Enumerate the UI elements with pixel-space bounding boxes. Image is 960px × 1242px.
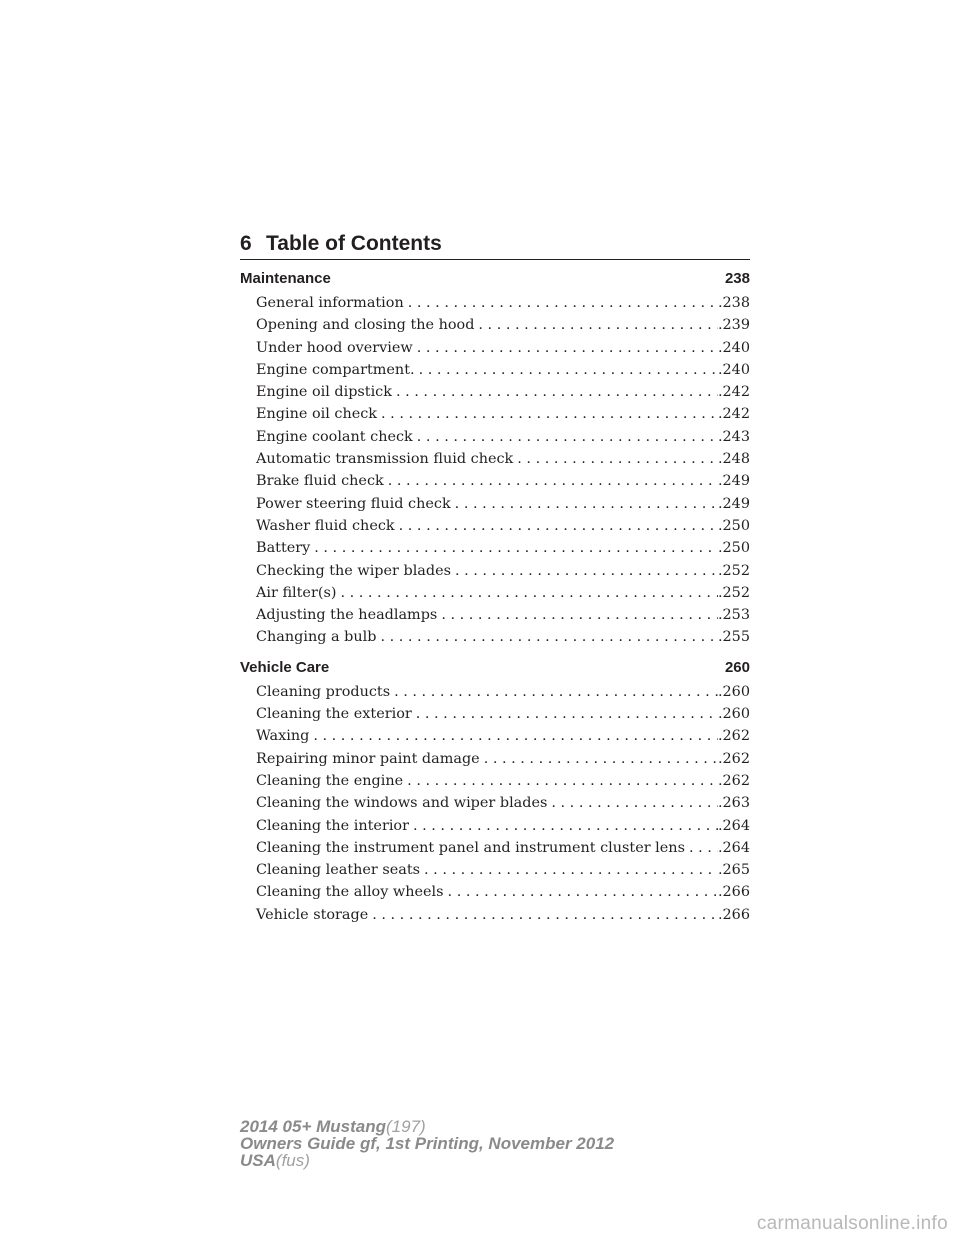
- entry-page: .266: [717, 906, 750, 923]
- entry-label: General information: [256, 295, 404, 311]
- dot-leader: [412, 703, 718, 725]
- entry-label: Cleaning the alloy wheels: [256, 884, 444, 901]
- dot-leader: [413, 337, 718, 359]
- entry-label: Vehicle storage: [256, 906, 369, 923]
- dot-leader: [451, 560, 718, 582]
- toc-entry[interactable]: [240, 770, 750, 792]
- entry-page: .243: [717, 428, 750, 445]
- entry-page: .238: [717, 295, 750, 311]
- footer-line-3: [240, 1152, 614, 1169]
- footer-market: USA: [240, 1151, 276, 1170]
- toc-entry[interactable]: [240, 904, 750, 926]
- dot-leader: [390, 681, 718, 703]
- dot-leader: [409, 815, 718, 837]
- footer-model: 2014 05+ Mustang: [240, 1117, 386, 1136]
- entry-page: .249: [717, 495, 750, 512]
- entry-page: .252: [717, 562, 750, 579]
- table-of-contents: [240, 263, 750, 926]
- entry-label: Opening and closing the hood: [256, 317, 475, 334]
- page-header: [240, 231, 750, 259]
- entry-label: Cleaning the exterior: [256, 706, 412, 723]
- toc-entry[interactable]: [240, 515, 750, 537]
- entry-page: .265: [717, 862, 750, 879]
- footer-line-1: [240, 1118, 614, 1135]
- entry-label: Brake fluid check: [256, 473, 384, 490]
- toc-entry[interactable]: [240, 859, 750, 881]
- entry-page: .262: [717, 750, 750, 767]
- section-title: Vehicle Care: [240, 658, 330, 676]
- entry-label: Cleaning the windows and wiper blades: [256, 795, 548, 812]
- print-footer: [240, 1118, 614, 1169]
- dot-leader: [480, 748, 718, 770]
- toc-entry[interactable]: [240, 681, 750, 703]
- toc-entry[interactable]: [240, 403, 750, 425]
- footer-line-2: [240, 1135, 614, 1152]
- entry-page: .242: [717, 384, 750, 401]
- entry-label: Engine oil check: [256, 406, 378, 423]
- entry-page: .264: [717, 817, 750, 834]
- toc-entry[interactable]: [240, 537, 750, 559]
- entry-label: Engine oil dipstick: [256, 384, 392, 401]
- entry-label: Engine compartment.: [256, 361, 415, 378]
- entry-page: .263: [717, 795, 750, 812]
- dot-leader: [451, 493, 718, 515]
- dot-leader: [413, 426, 718, 448]
- entry-page: .262: [717, 728, 750, 745]
- toc-entry[interactable]: [240, 792, 750, 814]
- entry-label: Automatic transmission fluid check: [256, 451, 514, 468]
- dot-leader: [420, 859, 718, 881]
- dot-leader: [395, 515, 718, 537]
- entry-label: Battery: [256, 540, 311, 557]
- dot-leader: [437, 604, 718, 626]
- toc-entry[interactable]: [240, 337, 750, 359]
- entry-label: Repairing minor paint damage: [256, 750, 480, 767]
- entry-page: .240: [717, 361, 750, 378]
- section-page: 238: [724, 270, 750, 287]
- entry-page: .264: [717, 839, 750, 856]
- dot-leader: [368, 904, 718, 926]
- toc-entry[interactable]: [240, 837, 750, 859]
- entry-page: .249: [717, 473, 750, 490]
- footer-printing: Owners Guide gf, 1st Printing, November 2012: [240, 1134, 615, 1153]
- footer-market-code: (fus): [275, 1151, 310, 1170]
- entry-label: Cleaning the interior: [256, 817, 409, 834]
- dot-leader: [404, 292, 718, 314]
- dot-leader: [336, 582, 718, 604]
- entry-page: .250: [717, 517, 750, 534]
- section-entries-maintenance: [240, 292, 750, 649]
- dot-leader: [392, 381, 718, 403]
- toc-entry[interactable]: [240, 748, 750, 770]
- entry-page: .266: [717, 884, 750, 901]
- section-heading-maintenance[interactable]: [240, 268, 750, 290]
- section-title: Maintenance: [240, 270, 331, 287]
- toc-entry[interactable]: [240, 703, 750, 725]
- toc-entry[interactable]: [240, 725, 750, 747]
- toc-entry[interactable]: [240, 381, 750, 403]
- dot-leader: [685, 837, 718, 859]
- toc-entry[interactable]: [240, 815, 750, 837]
- dot-leader: [547, 792, 718, 814]
- entry-page: .250: [717, 540, 750, 557]
- dot-leader: [403, 770, 718, 792]
- toc-entry[interactable]: [240, 582, 750, 604]
- entry-page: .240: [717, 339, 750, 356]
- entry-page: .260: [717, 683, 750, 700]
- toc-entry[interactable]: [240, 359, 750, 381]
- dot-leader: [377, 403, 718, 425]
- entry-label: Cleaning the engine: [256, 772, 404, 789]
- toc-entry[interactable]: [240, 560, 750, 582]
- entry-page: .252: [717, 584, 750, 601]
- section-entries-vehicle-care: [240, 681, 750, 926]
- footer-page-code: (197): [386, 1117, 426, 1136]
- entry-page: .262: [717, 772, 750, 789]
- dot-leader: [474, 314, 718, 336]
- entry-page: .253: [717, 607, 750, 624]
- toc-entry[interactable]: [240, 292, 750, 314]
- entry-label: Cleaning leather seats: [256, 862, 421, 879]
- entry-label: Engine coolant check: [256, 428, 413, 445]
- entry-page: .248: [717, 451, 750, 468]
- dot-leader: [309, 725, 718, 747]
- toc-entry[interactable]: [240, 426, 750, 448]
- watermark-text: carmanualsonline.info: [756, 1213, 948, 1234]
- entry-page: .260: [717, 706, 750, 723]
- dot-leader: [513, 448, 718, 470]
- toc-entry[interactable]: [240, 314, 750, 336]
- page-title: Table of Contents: [266, 232, 442, 255]
- entry-label: Cleaning the instrument panel and instrument cluster lens: [256, 839, 685, 856]
- entry-page: .239: [717, 317, 750, 334]
- dot-leader: [310, 537, 718, 559]
- entry-label: Changing a bulb: [256, 629, 377, 646]
- entry-label: Under hood overview: [256, 339, 413, 356]
- toc-entry[interactable]: [240, 470, 750, 492]
- entry-label: Cleaning products: [256, 683, 391, 700]
- entry-page: .242: [717, 406, 750, 423]
- entry-label: Checking the wiper blades: [256, 562, 451, 579]
- entry-label: Waxing: [256, 728, 310, 745]
- entry-page: .255: [717, 629, 750, 646]
- toc-entry[interactable]: [240, 881, 750, 903]
- dot-leader: [444, 881, 718, 903]
- section-heading-vehicle-care[interactable]: [240, 657, 750, 679]
- section-page: 260: [724, 658, 750, 676]
- toc-entry[interactable]: [240, 604, 750, 626]
- dot-leader: [415, 359, 718, 381]
- dot-leader: [384, 470, 718, 492]
- entry-label: Adjusting the headlamps: [256, 607, 438, 624]
- toc-entry[interactable]: [240, 626, 750, 648]
- toc-entry[interactable]: [240, 493, 750, 515]
- entry-label: Washer fluid check: [256, 517, 395, 534]
- entry-label: Air filter(s): [256, 584, 337, 601]
- dot-leader: [376, 626, 718, 648]
- page-number: 6: [240, 232, 252, 255]
- header-divider: [240, 259, 750, 260]
- toc-entry[interactable]: [240, 448, 750, 470]
- entry-label: Power steering fluid check: [256, 495, 451, 512]
